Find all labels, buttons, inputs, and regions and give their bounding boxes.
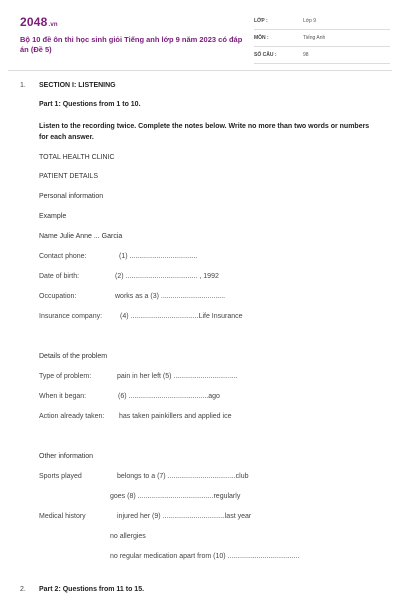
type-label: Type of problem: xyxy=(39,373,92,380)
meta-value: Lớp 9 xyxy=(303,18,317,24)
name-line: Name Julie Anne ... Garcia xyxy=(39,233,123,240)
meta-row-count xyxy=(254,47,390,64)
question-number: 2. xyxy=(20,586,26,593)
meta-row-class xyxy=(254,13,390,30)
action-value: has taken painkillers and applied ice xyxy=(119,413,232,420)
contact-label: Contact phone: xyxy=(39,253,87,260)
blank-5: pain in her left (5) ................................. xyxy=(117,373,238,380)
meta-label: MÔN : xyxy=(254,35,269,41)
problem-details-heading: Details of the problem xyxy=(39,353,108,360)
patient-details-heading: PATIENT DETAILS xyxy=(39,173,98,180)
logo-text[interactable]: 2048 xyxy=(20,15,48,29)
blank-7: belongs to a (7) ...................................club xyxy=(117,473,249,480)
sports-label: Sports played xyxy=(39,473,82,480)
meta-value: 98 xyxy=(303,52,309,58)
blank-1: (1) ................................... xyxy=(119,253,198,260)
meta-value: Tiếng Anh xyxy=(303,35,326,41)
blank-4: (4) ...................................Life Insurance xyxy=(120,313,243,320)
action-label: Action already taken: xyxy=(39,413,105,420)
insurance-label: Insurance company: xyxy=(39,313,103,320)
clinic-name: TOTAL HEALTH CLINIC xyxy=(39,154,115,161)
meta-panel xyxy=(254,13,390,64)
meta-label: LỚP : xyxy=(254,18,268,24)
question-number: 1. xyxy=(20,82,26,89)
blank-6: (6) .........................................ago xyxy=(118,393,220,400)
meta-label: SỐ CÂU : xyxy=(254,52,277,58)
blank-3: works as a (3) ................................. xyxy=(115,293,226,300)
blank-9: injured her (9) ................................last year xyxy=(117,513,252,520)
site-logo[interactable] xyxy=(20,15,58,29)
instructions: Listen to the recording twice. Complete the notes below. Write no more than two words or numbers for each answer. xyxy=(39,123,370,141)
document-title: Bộ 10 đề ôn thi học sinh giỏi Tiếng anh lớp 9 năm 2023 có đáp án (Đề 5) xyxy=(20,35,243,54)
header-divider xyxy=(8,70,392,71)
when-label: When it began: xyxy=(39,393,87,400)
blank-2: (2) ..................................... , 1992 xyxy=(115,273,219,280)
section-title: SECTION I: LISTENING xyxy=(39,82,116,89)
dob-label: Date of birth: xyxy=(39,273,80,280)
meta-row-subject xyxy=(254,30,390,47)
part-title: Part 1: Questions from 1 to 10. xyxy=(39,101,141,108)
example-label: Example xyxy=(39,213,67,220)
blank-10: no regular medication apart from (10) ..................................... xyxy=(110,553,300,560)
document-header xyxy=(20,13,390,65)
part-2-title: Part 2: Questions from 11 to 15. xyxy=(39,586,145,593)
blank-8: goes (8) .......................................regularly xyxy=(110,493,241,500)
medical-label: Medical history xyxy=(39,513,86,520)
other-info-heading: Other information xyxy=(39,453,94,460)
personal-info-heading: Personal information xyxy=(39,193,104,200)
logo-suffix[interactable]: .vn xyxy=(48,22,58,28)
occupation-label: Occupation: xyxy=(39,293,77,300)
allergies-note: no allergies xyxy=(110,533,146,540)
